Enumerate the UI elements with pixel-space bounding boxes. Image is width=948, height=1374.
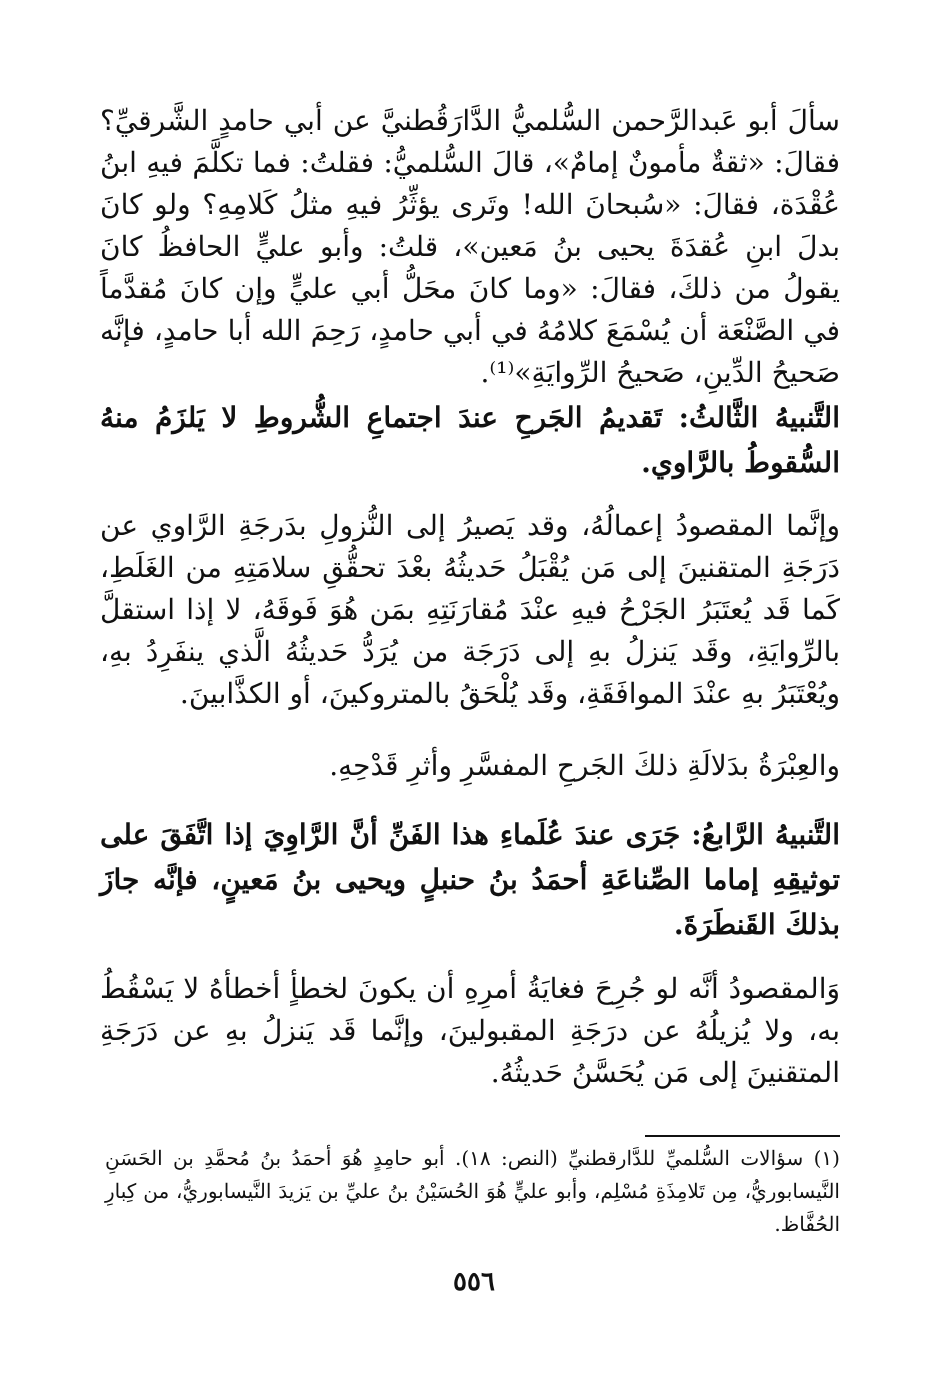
heading-third-note xyxy=(100,395,840,490)
paragraph-ibra xyxy=(100,745,840,793)
heading-text: التَّنبيهُ الثَّالثُ: تَقديمُ الجَرحِ عندَ اجتماعِ الشُّروطِ لا يَلزَمُ منهُ السُّقوطُ بالرَّاوي. xyxy=(100,401,840,479)
page-number: ٥٥٦ xyxy=(453,1267,495,1297)
footnote xyxy=(105,1142,840,1247)
paragraph-intended-meaning xyxy=(100,968,840,1100)
heading-fourth-note xyxy=(100,812,840,950)
paragraph-purpose-of-jarh xyxy=(100,505,840,720)
footnote-separator xyxy=(645,1135,840,1137)
paragraph-text: وإنَّما المقصودُ إعمالُهُ، وقد يَصيرُ إلى النُّزولِ بدَرجَةِ الرَّاوي عن دَرَجَةِ المتقنينَ إلى مَن يُقْبَلُ حَديثُهُ بعْدَ تحقُّقِ سلامَتِهِ من الغَلَطِ، كَما قَد يُعتَبَرُ الجَرْحُ فيهِ عنْدَ مُقارَنَتِهِ بمَن هُوَ فَوقَهُ، لا إذا استقلَّ بالرِّوايَةِ، وقَد يَنزلُ بهِ إلى دَرَجَة من يُرَدُّ حَديثُهُ الَّذي ينفَرِدُ بهِ، ويُعْتَبَرُ بهِ عنْدَ الموافَقَةِ، وقَد يُلْحَقُ بالمتروكينَ، أو الكذَّابينَ. xyxy=(100,509,840,710)
paragraph-text: وَالمقصودُ أنَّه لو جُرِحَ فغايَةُ أمرِهِ أن يكونَ لخطأٍ أخطأهُ لا يَسْقُطُ به، ولا يُزيلُهُ عن درَجَةِ المقبولينَ، وإنَّما قَد يَنزلُ بهِ عن دَرَجَةِ المتقنينَ إلى مَن يُحَسَّنُ حَديثُهُ. xyxy=(100,972,840,1089)
heading-text: التَّنبيهُ الرَّابعُ: جَرَى عندَ عُلَماءِ هذا الفَنِّ أنَّ الرَّاوِيَ إذا اتَّفَقَ على توثيقِهِ إماما الصِّناعَةِ أحمَدُ بنُ حنبلٍ ويحيى بنُ مَعينٍ، فإنَّه جازَ بذلكَ القَنطَرَةَ. xyxy=(100,818,840,941)
paragraph-question-about-abu-hamid xyxy=(100,100,840,389)
footnote-text: (١) سؤالات السُّلميِّ للدَّارقطنيِّ (النص: ١٨). أبو حامِدٍ هُوَ أحمَدُ بنُ مُحمَّدِ بن الحَسَنِ النَّيسابوريُّ، مِن تَلامِذَةِ مُسْلِم، وأبو عليٍّ هُوَ الحُسَيْنُ بنُ عليِّ بن يَزيدَ النَّيسابوريُّ، من كِبارِ الحُفَّاظ. xyxy=(105,1146,840,1236)
paragraph-text: سألَ أبو عَبدالرَّحمن السُّلميُّ الدَّارَقُطنيَّ عن أبي حامدٍ الشَّرقيِّ؟ فقالَ: «ثقةٌ مأمونٌ إمامٌ»، قالَ السُّلميُّ: فقلتُ: فما تكلَّمَ فيهِ ابنُ عُقْدَة، فقالَ: «سُبحانَ الله! وتَرى يؤثِّرُ فيهِ مثلُ كَلامِهِ؟ ولو كانَ بدلَ ابنِ عُقدَةَ يحيى بنُ مَعين»، قلتُ: وأبو عليٍّ الحافظُ كانَ يقولُ من ذلكَ، فقالَ: «وما كانَ محَلُّ أبي عليٍّ وإن كانَ مُقدَّماً في الصَّنْعَة أن يُسْمَعَ كلامُهُ في أبي حامدٍ، رَحِمَ الله أبا حامدٍ، فإنَّه صَحيحُ الدِّينِ، صَحيحُ الرِّوايَةِ»⁽¹⁾. xyxy=(100,104,840,389)
paragraph-text: والعِبْرَةُ بدَلالَةِ ذلكَ الجَرحِ المفسَّرِ وأثرِ قَدْحِهِ. xyxy=(329,749,840,782)
